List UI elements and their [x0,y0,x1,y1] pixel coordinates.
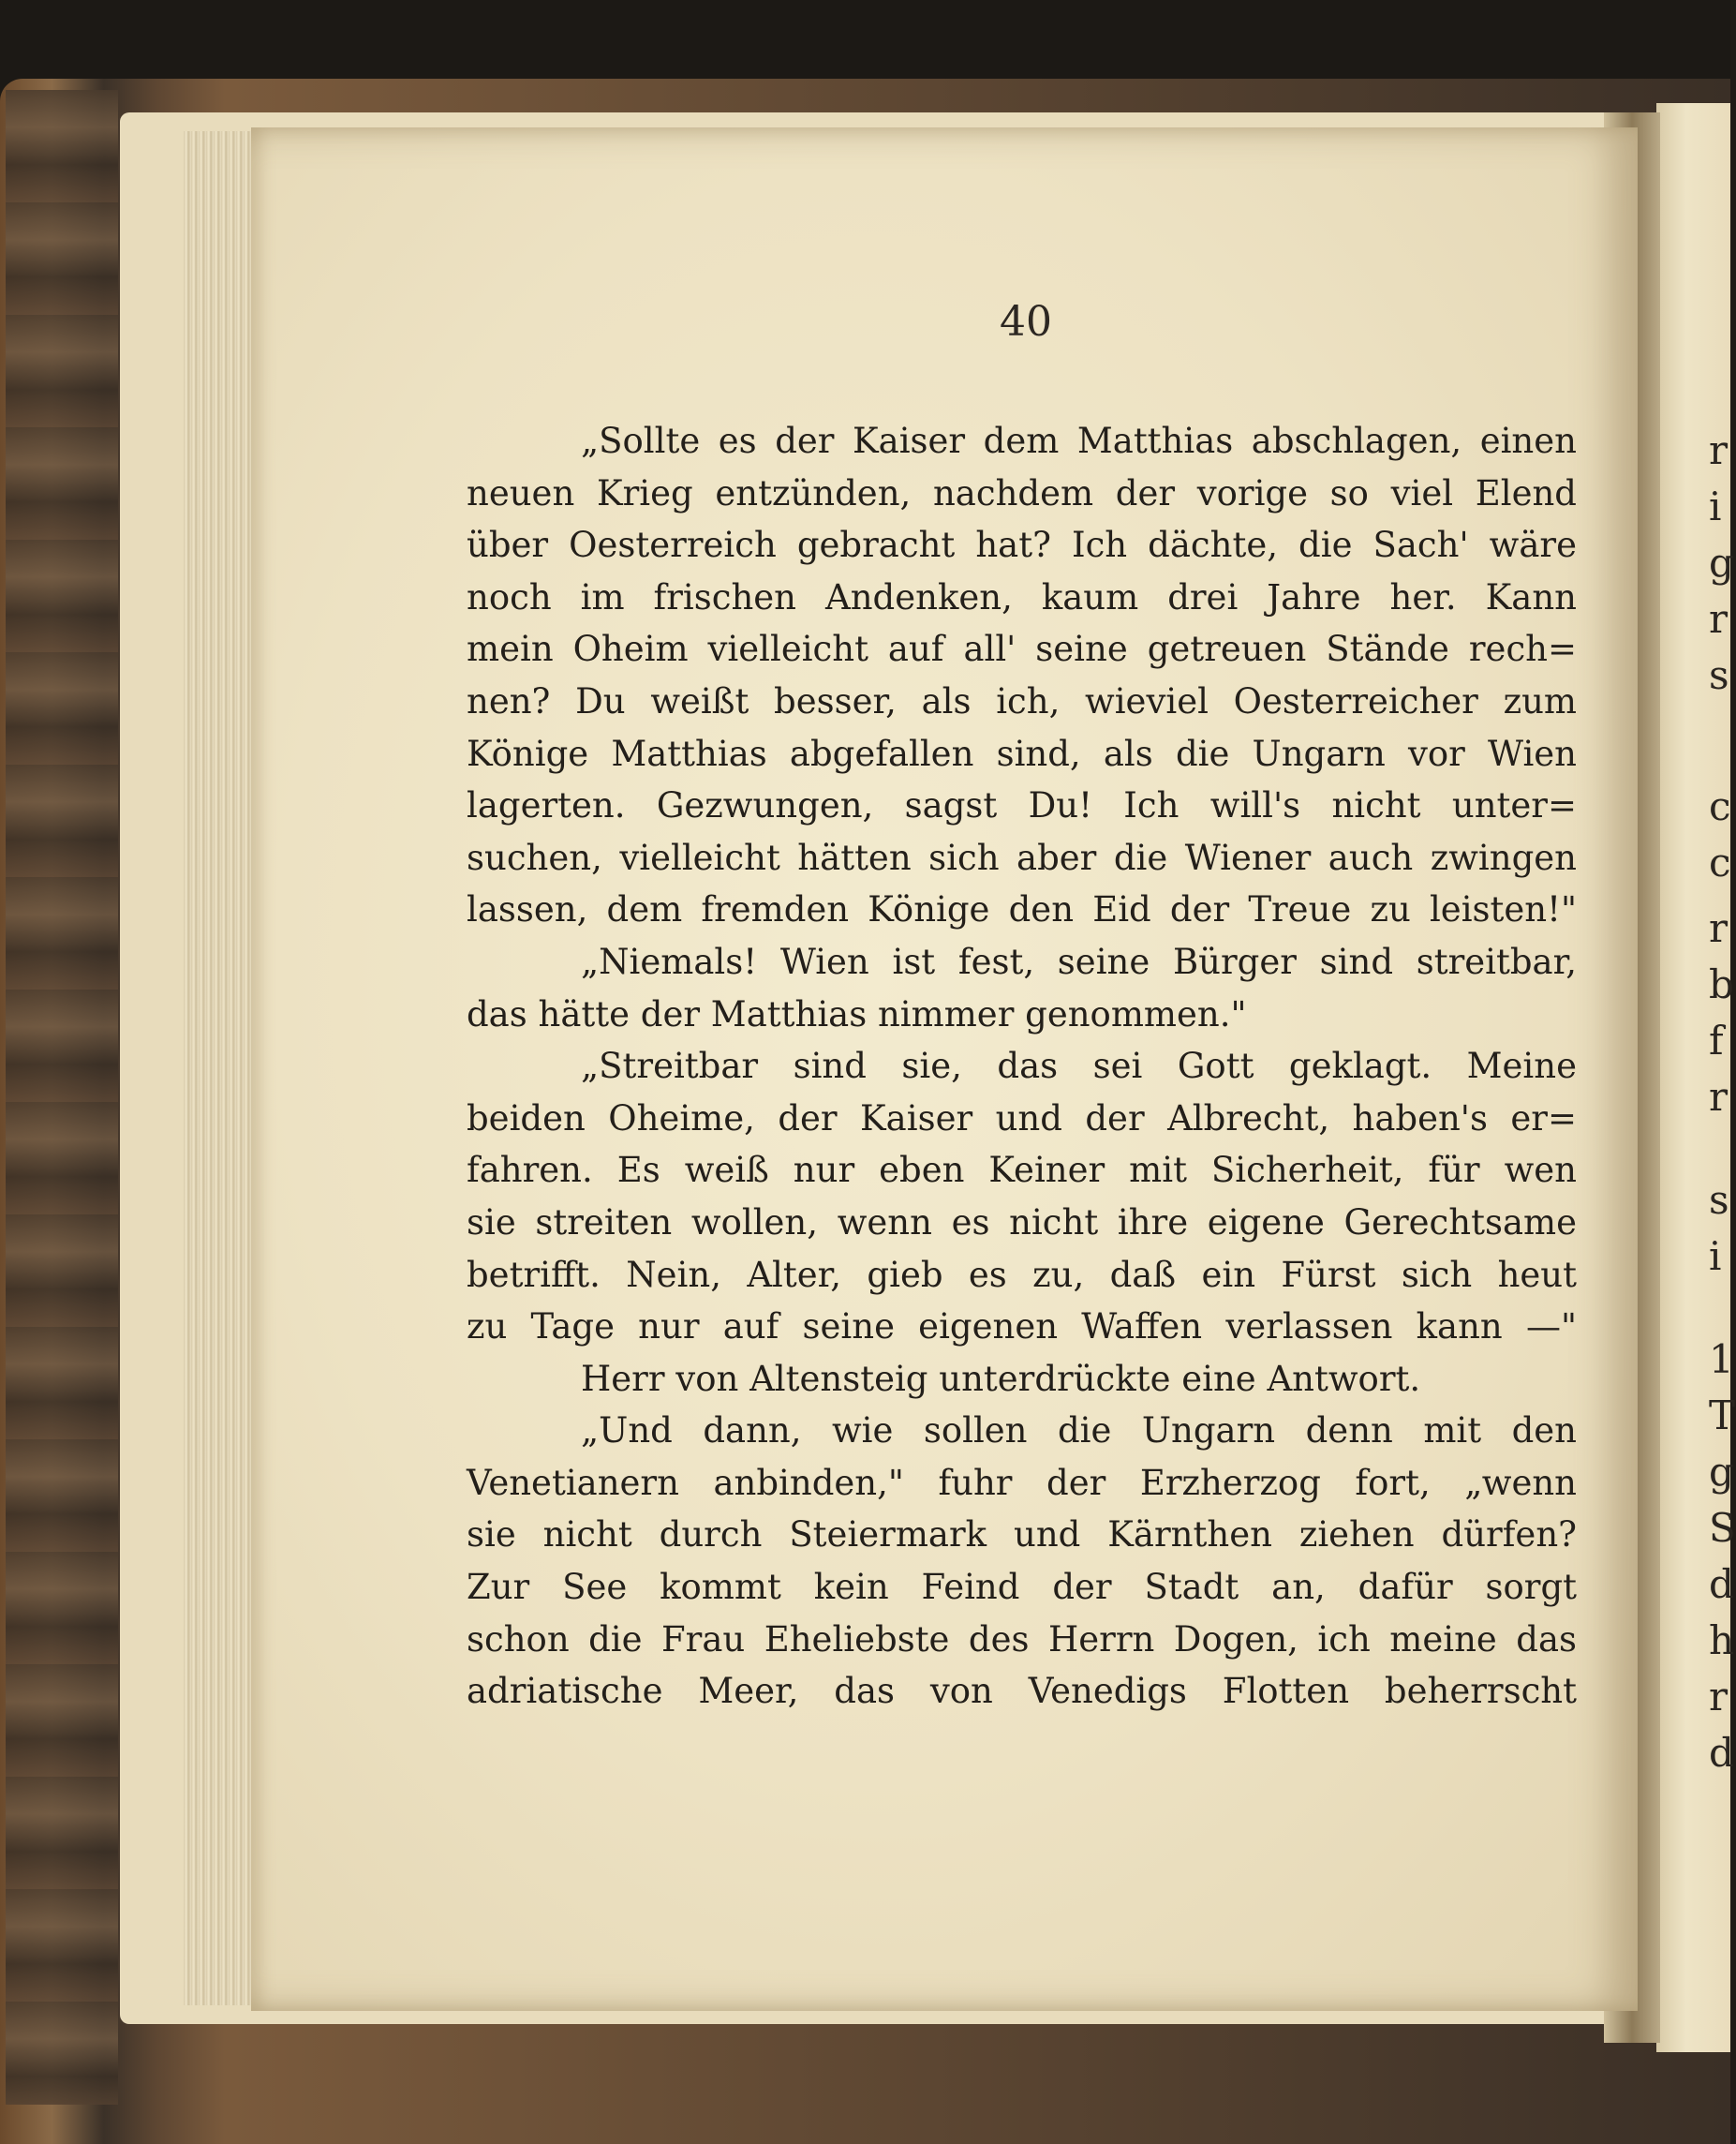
facing-page-letter: g [1709,1449,1734,1495]
text-line: fahren. Es weiß nur eben Keiner mit Sicherheit, für wen [467,1150,1577,1191]
facing-page-letter: T [1709,1392,1736,1438]
page-text [467,415,1577,1718]
facing-page-letter: c [1709,840,1731,886]
cover-spine-edge [6,90,118,2105]
facing-page-letter: 1 [1709,1336,1734,1382]
text-line: Venetianern anbinden," fuhr der Erzherzog fort, „wenn [467,1462,1577,1503]
text-line: das hätte der Matthias nimmer genommen." [467,993,1247,1035]
text-line: schon die Frau Eheliebste des Herrn Dogen, ich meine das [467,1618,1577,1660]
text-line: Herr von Altensteig unterdrückte eine Antwort. [581,1358,1421,1399]
text-line: sie streiten wollen, wenn es nicht ihre eigene Gerechtsame [467,1201,1577,1243]
facing-page-letter: h [1709,1617,1735,1663]
text-line: suchen, vielleicht hätten sich aber die Wiener auch zwingen [467,837,1577,878]
facing-page-letter: i [1709,484,1722,529]
text-line: Zur See kommt kein Feind der Stadt an, dafür sorgt [467,1567,1577,1608]
text-line: nen? Du weißt besser, als ich, wieviel Oesterreicher zum [467,680,1577,722]
text-line: lagerten. Gezwungen, sagst Du! Ich will's nicht unter= [467,785,1577,826]
text-line: adriatische Meer, das von Venedigs Flotten beherrscht [467,1671,1577,1712]
facing-page-letter: f [1709,1018,1724,1064]
page-number: 40 [1000,298,1052,346]
page-edges [184,131,259,2005]
text-line: „Und dann, wie sollen die Ungarn denn mit den [581,1410,1577,1452]
facing-page-letter: d [1709,1561,1734,1607]
text-line: mein Oheim vielleicht auf all' seine getreuen Stände rech= [467,629,1577,670]
text-line: zu Tage nur auf seine eigenen Waffen verlassen kann —" [467,1306,1577,1347]
facing-page-letter: r [1709,427,1729,473]
facing-page-letter: r [1709,905,1729,951]
facing-page-letter: s [1709,652,1729,698]
text-line: Könige Matthias abgefallen sind, als die Ungarn vor Wien [467,733,1577,774]
text-line: neuen Krieg entzünden, nachdem der vorige so viel Elend [467,472,1577,514]
facing-page-letter: b [1709,961,1734,1007]
text-line: über Oesterreich gebracht hat? Ich dächte, die Sach' wäre [467,525,1577,566]
facing-page-letter: c [1709,783,1731,829]
text-line: noch im frischen Andenken, kaum drei Jahre her. Kann [467,576,1577,618]
facing-page-letter: r [1709,596,1729,642]
facing-page-letter: r [1709,1674,1729,1720]
facing-page-letter: i [1709,1233,1722,1279]
facing-page-letter: S [1709,1505,1736,1551]
text-line: beiden Oheime, der Kaiser und der Albrecht, haben's er= [467,1097,1577,1139]
text-line: „Sollte es der Kaiser dem Matthias abschlagen, einen [581,421,1577,461]
facing-page-letter: s [1709,1177,1729,1223]
text-line: „Niemals! Wien ist fest, seine Bürger sind streitbar, [581,941,1577,982]
text-line: lassen, dem fremden Könige den Eid der Treue zu leisten!" [467,889,1577,931]
text-line: „Streitbar sind sie, das sei Gott geklagt. Meine [581,1046,1577,1087]
text-line: betrifft. Nein, Alter, gieb es zu, daß ein Fürst sich heut [467,1254,1577,1295]
facing-page-letter: d [1709,1730,1734,1776]
text-line: sie nicht durch Steiermark und Kärnthen ziehen dürfen? [467,1514,1577,1556]
facing-page-letter: g [1709,540,1734,586]
facing-page-letter: r [1709,1074,1729,1120]
